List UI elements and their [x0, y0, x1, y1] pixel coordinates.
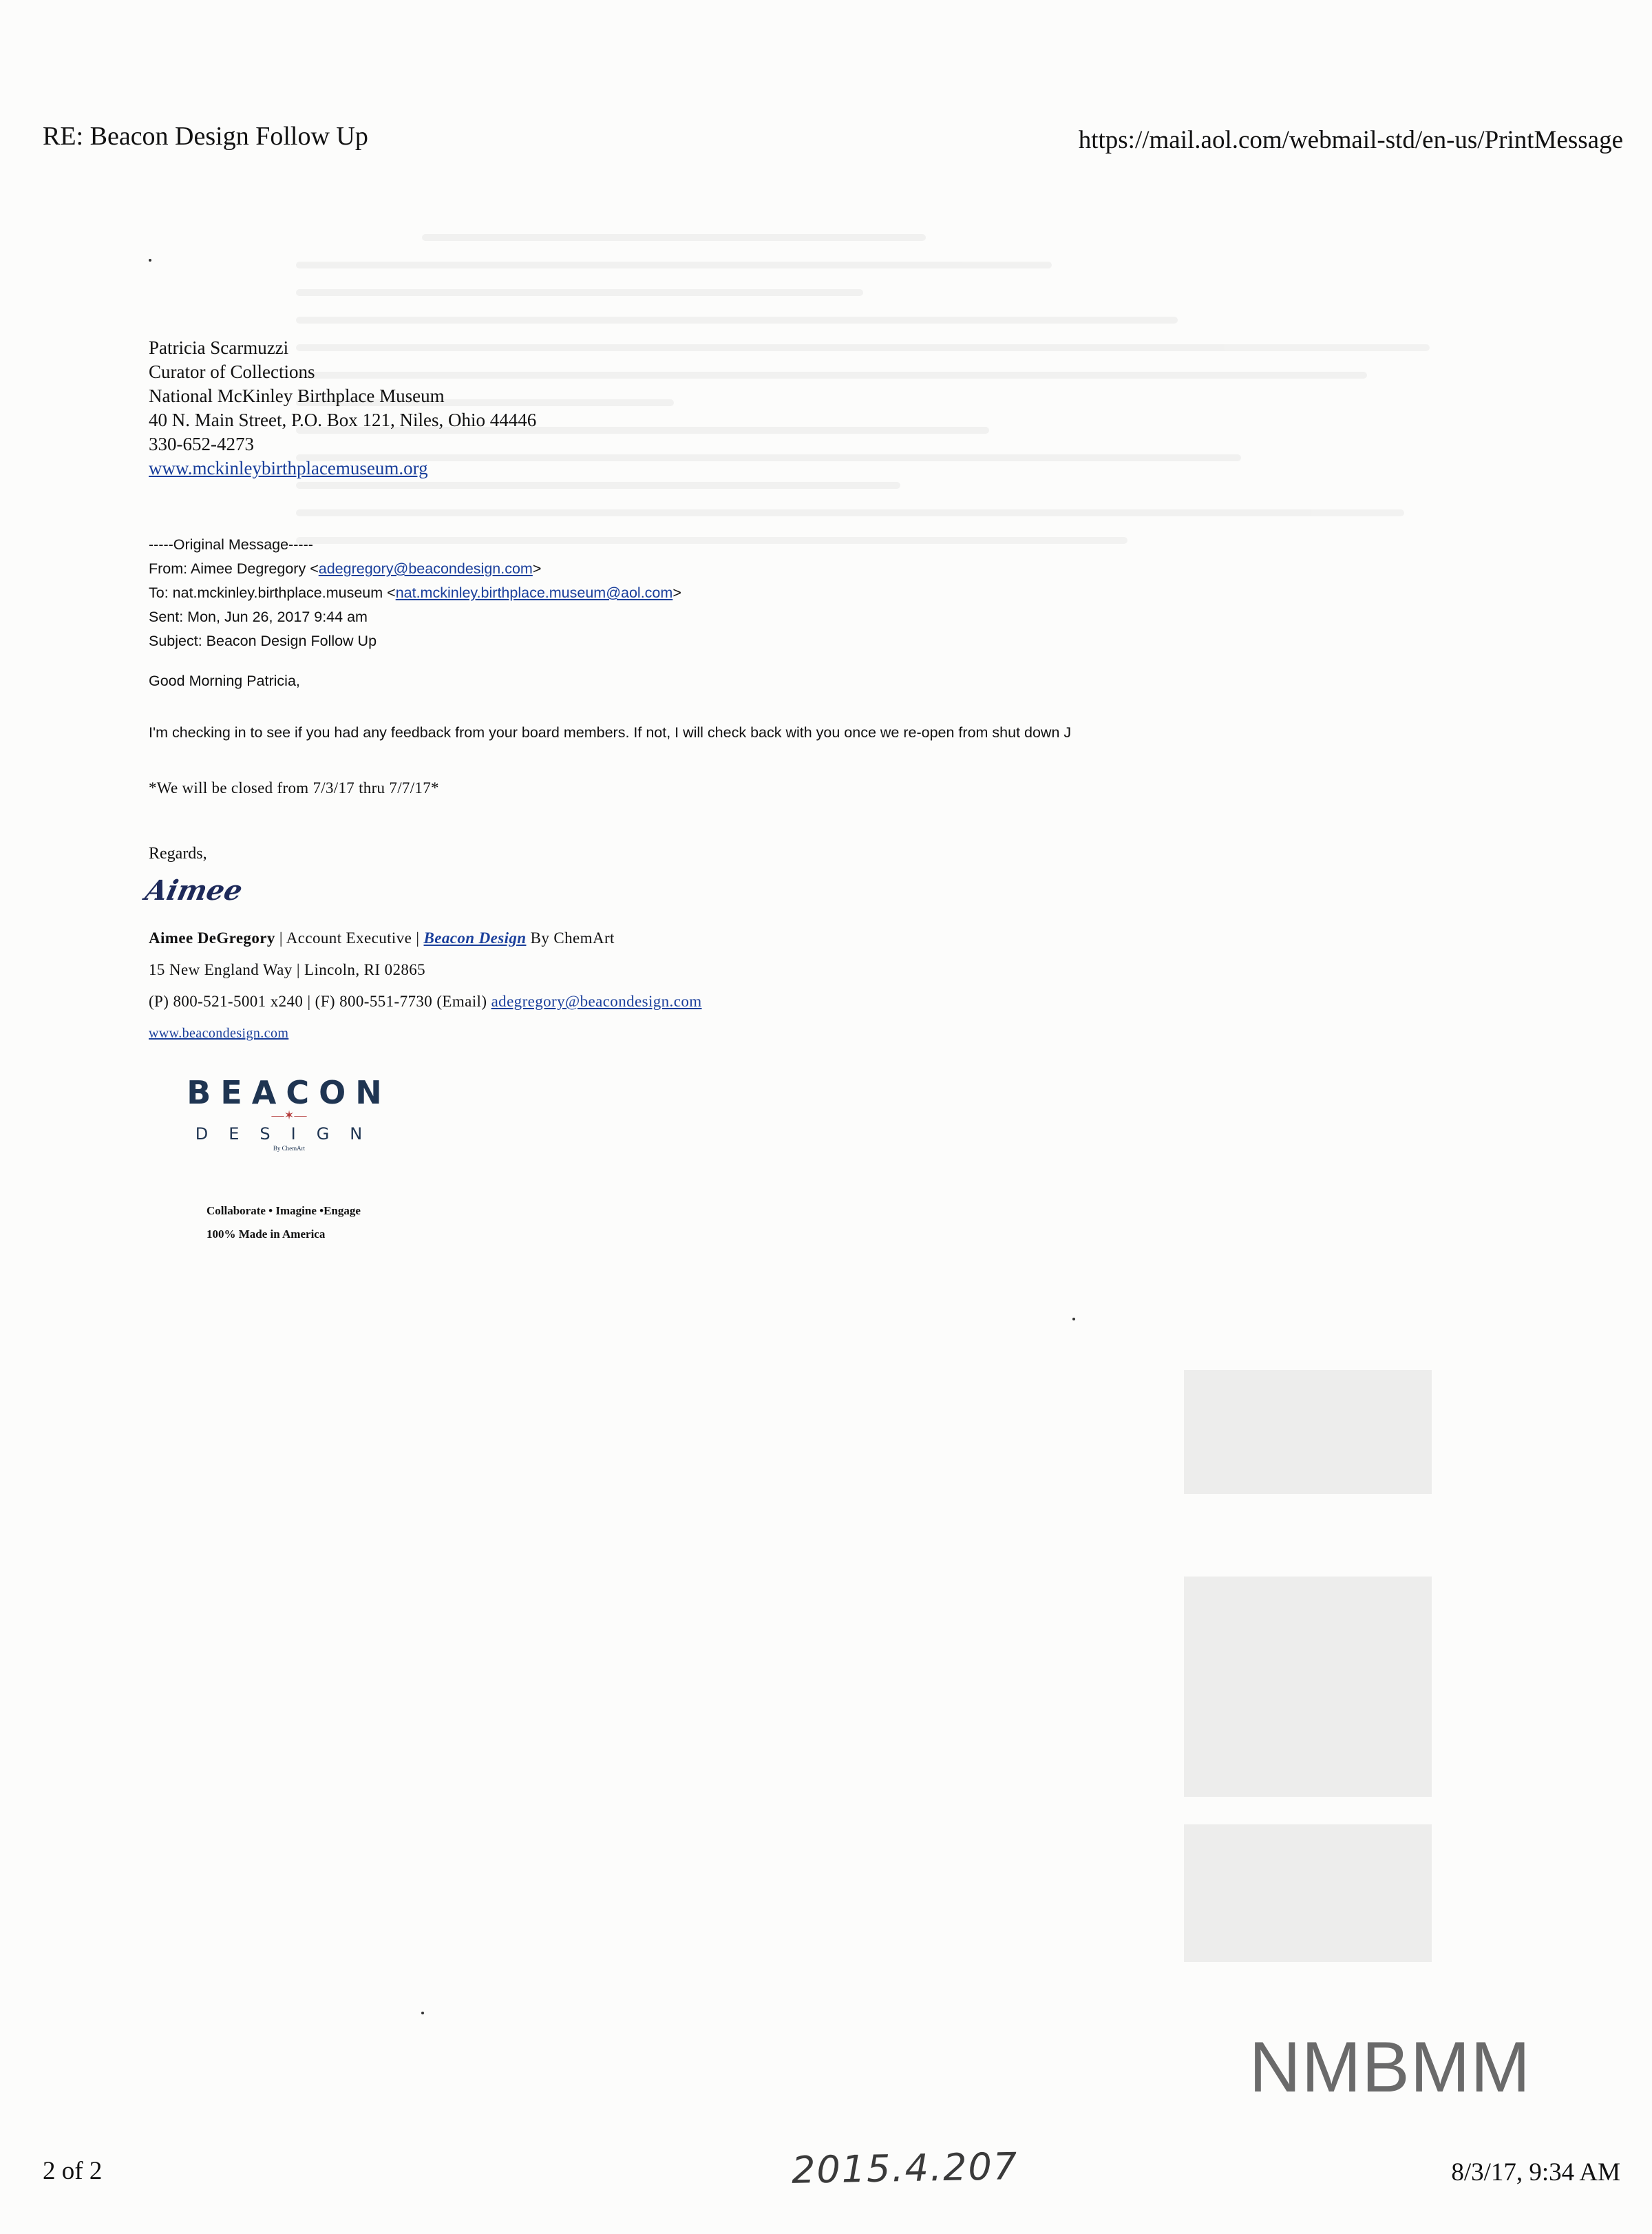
tagline-line-1: Collaborate • Imagine •Engage [206, 1204, 361, 1217]
contact-name-line [149, 923, 702, 954]
from-label: From: Aimee Degregory < [149, 560, 319, 577]
logo-star-icon: —✶— [271, 1108, 307, 1122]
stray-mark [421, 2012, 424, 2014]
regards: Regards, [149, 845, 207, 863]
sender-phone: 330-652-4273 [149, 434, 254, 454]
contact-role: | Account Executive | [275, 929, 424, 947]
to-label: To: nat.mckinley.birthplace.museum < [149, 584, 396, 601]
sender-address: 40 N. Main Street, P.O. Box 121, Niles, Ohio 44446 [149, 410, 537, 430]
to-email-link[interactable]: nat.mckinley.birthplace.museum@aol.com [395, 584, 673, 601]
to-line [149, 581, 681, 605]
sender-title: Curator of Collections [149, 361, 315, 382]
greeting: Good Morning Patricia, [149, 673, 300, 689]
beacon-design-logo [172, 1074, 406, 1152]
bleed-through-image [1184, 1370, 1432, 1494]
original-message-separator: -----Original Message----- [149, 536, 313, 553]
print-timestamp: 8/3/17, 9:34 AM [1451, 2158, 1620, 2186]
stray-mark [1072, 1318, 1075, 1320]
sender-signature [149, 336, 536, 481]
logo-byline: By ChemArt [273, 1145, 306, 1152]
page-number: 2 of 2 [43, 2157, 103, 2185]
handwritten-accession-number: 2015.4.207 [791, 2145, 1019, 2192]
logo-tagline [206, 1199, 361, 1246]
brand-link[interactable]: Beacon Design [423, 929, 527, 947]
original-message-header [149, 533, 681, 653]
closure-notice: *We will be closed from 7/3/17 thru 7/7/17* [149, 779, 439, 797]
subject-line: Subject: Beacon Design Follow Up [149, 633, 377, 649]
archive-watermark: NMBMM [1249, 2027, 1531, 2107]
handwritten-signature: Aimee [142, 874, 246, 907]
stray-mark [149, 259, 151, 262]
print-header-url: https://mail.aol.com/webmail-std/en-us/PrintMessage [1078, 126, 1623, 154]
contact-signature [149, 923, 702, 1049]
to-close: > [673, 584, 681, 601]
bleed-through-image [1184, 1824, 1432, 1962]
sender-organization: National McKinley Birthplace Museum [149, 386, 445, 406]
body-paragraph: I'm checking in to see if you had any feedback from your board members. If not, I will check back with you once we re-open from shut down J [149, 724, 1072, 741]
from-close: > [532, 560, 542, 577]
logo-wordmark: BEACON [187, 1074, 392, 1111]
contact-name: Aimee DeGregory [149, 929, 275, 947]
sender-website-link[interactable]: www.mckinleybirthplacemuseum.org [149, 458, 428, 478]
print-header-title: RE: Beacon Design Follow Up [43, 122, 368, 151]
tagline-line-2: 100% Made in America [206, 1227, 326, 1241]
contact-email-link[interactable]: adegregory@beacondesign.com [491, 993, 702, 1010]
contact-website-link[interactable]: www.beacondesign.com [149, 1026, 289, 1041]
logo-subword: DESIGN [195, 1124, 383, 1144]
from-email-link[interactable]: adegregory@beacondesign.com [318, 560, 533, 577]
brand-suffix: By ChemArt [526, 929, 615, 947]
contact-phones: (P) 800-521-5001 x240 | (F) 800-551-7730 (Email) [149, 993, 491, 1010]
bleed-through-image [1184, 1577, 1432, 1797]
from-line [149, 557, 681, 581]
sender-name: Patricia Scarmuzzi [149, 337, 289, 358]
contact-phones-line [149, 986, 702, 1018]
contact-address: 15 New England Way | Lincoln, RI 02865 [149, 961, 426, 978]
sent-line: Sent: Mon, Jun 26, 2017 9:44 am [149, 609, 368, 625]
